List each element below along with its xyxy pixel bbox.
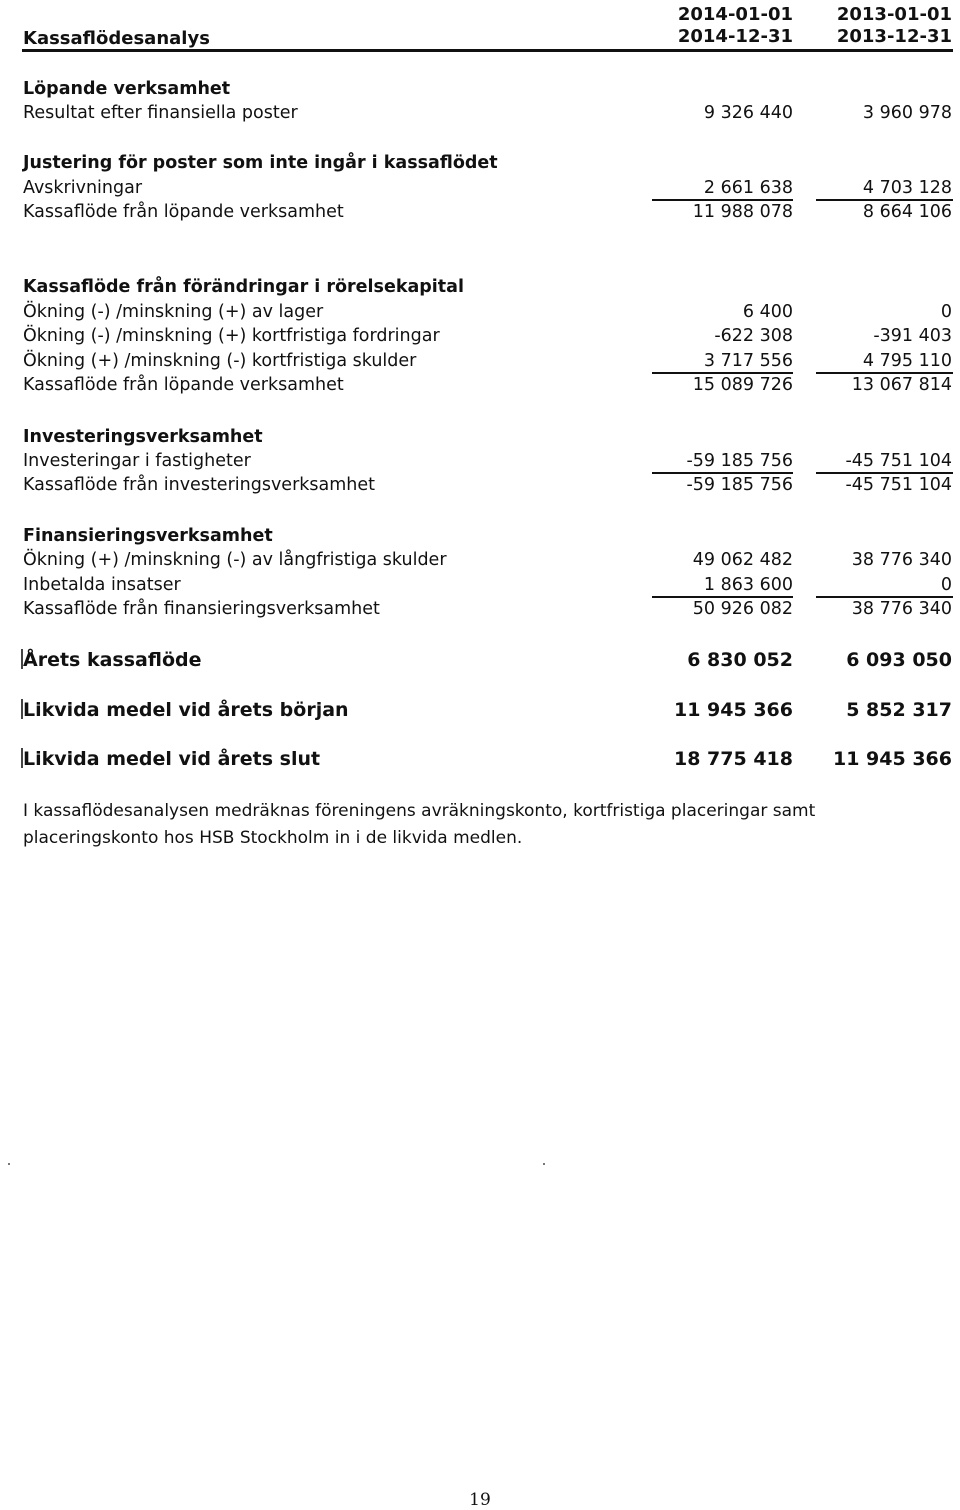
row-label: Inbetalda insatser — [23, 575, 181, 595]
row-label: Kassaflöde från förändringar i rörelsekapital — [23, 277, 464, 297]
value-2014: 15 089 726 — [692, 375, 793, 395]
total-row-closing-cash — [0, 748, 960, 770]
section-heading-adjustments — [0, 152, 960, 174]
value-2014: 6 400 — [742, 302, 793, 322]
value-2014: 11 988 078 — [692, 202, 793, 222]
value-2013: 4 795 110 — [862, 351, 952, 371]
page-title: Kassaflödesanalys — [23, 28, 210, 49]
total-row-annual-cashflow — [0, 649, 960, 671]
value-2014: 50 926 082 — [692, 599, 793, 619]
col2-end-date: 2013-12-31 — [836, 26, 952, 47]
table-row — [0, 474, 960, 496]
col1-start-date: 2014-01-01 — [677, 4, 793, 25]
value-2013: -391 403 — [873, 326, 952, 346]
header-rule — [22, 49, 953, 52]
table-row — [0, 325, 960, 347]
section-heading-working-capital — [0, 276, 960, 298]
row-label: Likvida medel vid årets början — [23, 699, 349, 721]
row-label: Ökning (+) /minskning (-) kortfristiga skulder — [23, 351, 417, 371]
value-2013: 5 852 317 — [846, 699, 952, 721]
value-2014: 49 062 482 — [692, 550, 793, 570]
value-2013: 8 664 106 — [862, 202, 952, 222]
table-row — [0, 574, 960, 596]
row-label: Likvida medel vid årets slut — [23, 748, 321, 770]
value-2014: 1 863 600 — [703, 575, 793, 595]
value-2013: 13 067 814 — [851, 375, 952, 395]
row-label: Investeringsverksamhet — [23, 427, 263, 447]
value-2013: -45 751 104 — [845, 475, 952, 495]
value-2013: 4 703 128 — [862, 178, 952, 198]
table-row — [0, 598, 960, 620]
col2-start-date: 2013-01-01 — [836, 4, 952, 25]
row-label: Kassaflöde från investeringsverksamhet — [23, 475, 376, 495]
value-2014: 2 661 638 — [703, 178, 793, 198]
table-row — [0, 102, 960, 124]
value-2014: -59 185 756 — [686, 451, 793, 471]
page-number: 19 — [469, 1490, 491, 1510]
table-row — [0, 549, 960, 571]
row-label: Finansieringsverksamhet — [23, 526, 273, 546]
total-row-opening-cash — [0, 699, 960, 721]
value-2014: 18 775 418 — [674, 748, 793, 770]
row-label: Avskrivningar — [23, 178, 143, 198]
value-2013: 0 — [940, 302, 952, 322]
section-heading-financing — [0, 525, 960, 547]
value-2013: 11 945 366 — [833, 748, 952, 770]
value-2014: -622 308 — [714, 326, 793, 346]
col1-end-date: 2014-12-31 — [677, 26, 793, 47]
row-label: Löpande verksamhet — [23, 79, 231, 99]
value-2014: 11 945 366 — [674, 699, 793, 721]
row-label: Justering för poster som inte ingår i kassaflödet — [23, 153, 498, 173]
row-label: Resultat efter finansiella poster — [23, 103, 298, 123]
value-2013: 6 093 050 — [846, 649, 952, 671]
table-row — [0, 450, 960, 472]
row-label: Investeringar i fastigheter — [23, 451, 251, 471]
section-heading-operating — [0, 78, 960, 100]
value-2014: 9 326 440 — [703, 103, 793, 123]
value-2013: 3 960 978 — [862, 103, 952, 123]
row-label: Årets kassaflöde — [23, 649, 202, 671]
scan-speck — [8, 1163, 10, 1165]
value-2013: 38 776 340 — [851, 550, 952, 570]
row-label: Ökning (-) /minskning (+) av lager — [23, 302, 324, 322]
value-2013: 38 776 340 — [851, 599, 952, 619]
row-label: Kassaflöde från löpande verksamhet — [23, 202, 344, 222]
table-row — [0, 301, 960, 323]
value-2013: 0 — [940, 575, 952, 595]
value-2013: -45 751 104 — [845, 451, 952, 471]
table-row — [0, 350, 960, 372]
row-label: Ökning (+) /minskning (-) av långfristiga skulder — [23, 550, 447, 570]
scan-speck — [543, 1163, 545, 1165]
value-2014: -59 185 756 — [686, 475, 793, 495]
section-heading-investing — [0, 426, 960, 448]
row-label: Ökning (-) /minskning (+) kortfristiga fordringar — [23, 326, 440, 346]
table-row — [0, 177, 960, 199]
table-row — [0, 374, 960, 396]
table-row — [0, 201, 960, 223]
value-2014: 3 717 556 — [703, 351, 793, 371]
row-label: Kassaflöde från finansieringsverksamhet — [23, 599, 380, 619]
row-label: Kassaflöde från löpande verksamhet — [23, 375, 344, 395]
value-2014: 6 830 052 — [687, 649, 793, 671]
footnote: I kassaflödesanalysen medräknas föreningens avräkningskonto, kortfristiga placeringar samt placeringskonto hos HSB Stockholm in i de likvida medlen. — [23, 801, 816, 848]
